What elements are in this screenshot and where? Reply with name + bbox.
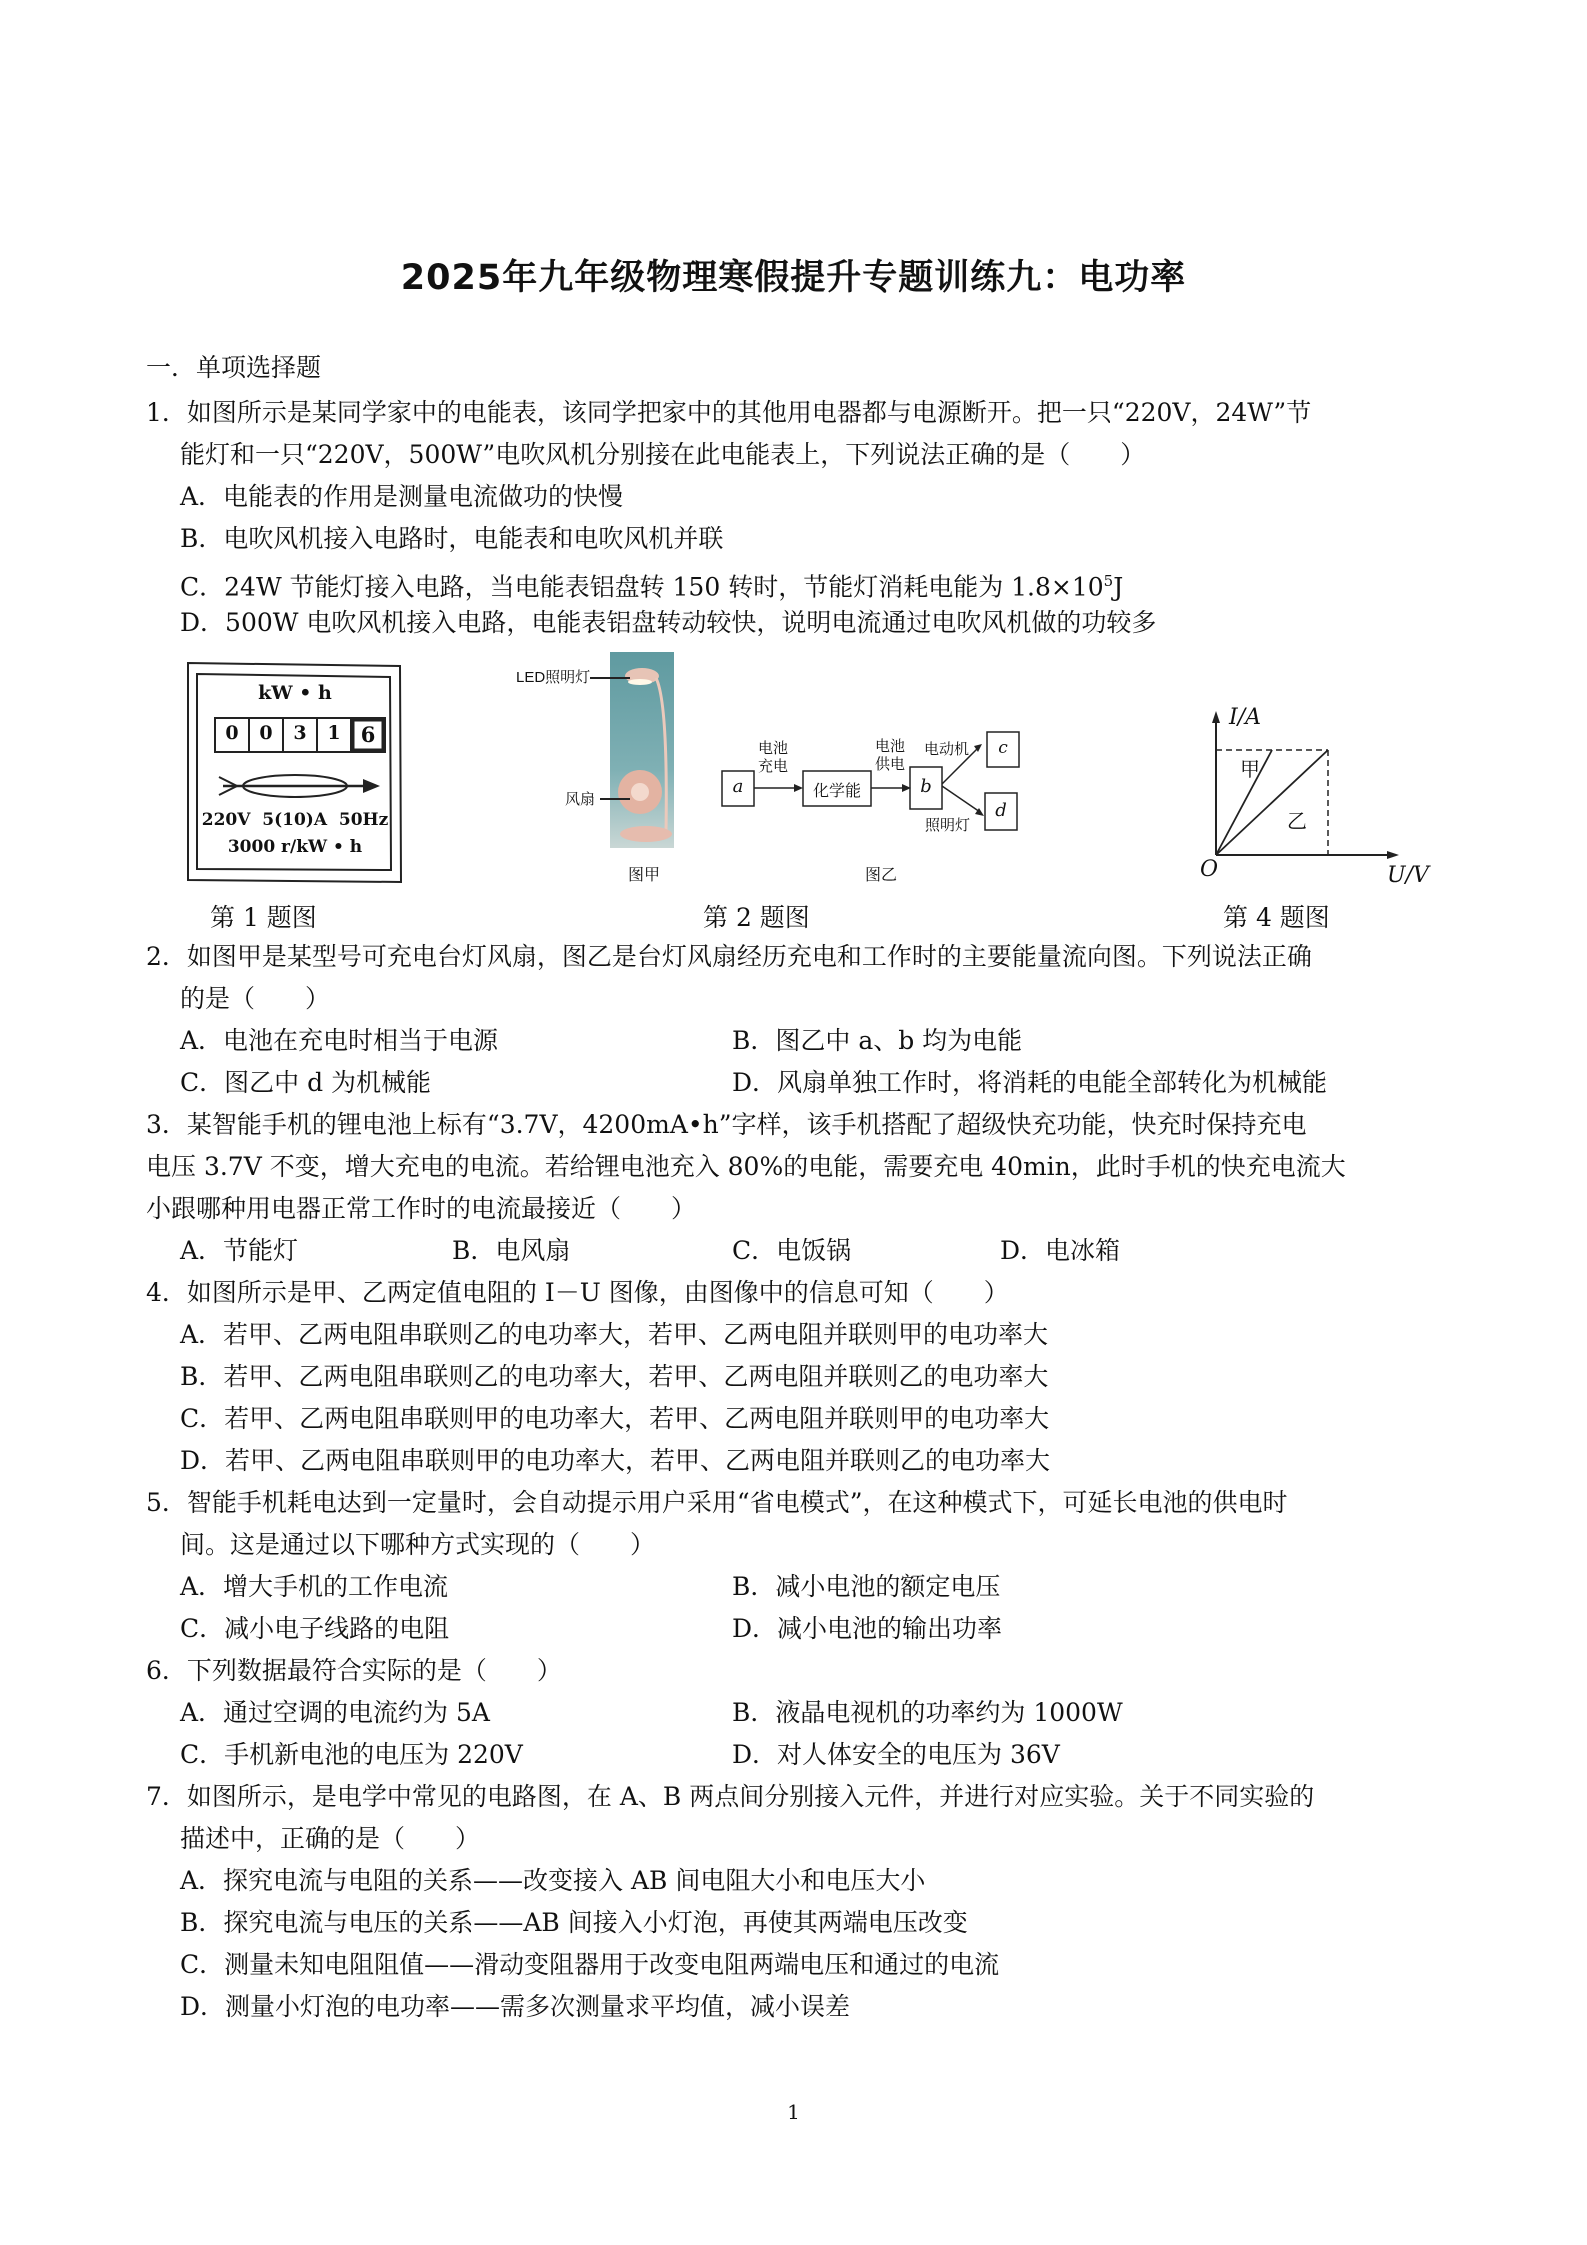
question-2-option-a: A．电池在充电时相当于电源 [180, 1026, 499, 1055]
led-lamp-label: LED照明灯 [516, 669, 591, 686]
question-7-option-d: D．测量小灯泡的电功率——需多次测量求平均值，减小误差 [180, 1992, 851, 2021]
lamp-label: 照明灯 [925, 817, 971, 834]
question-1-stem-line1: 1．如图所示是某同学家中的电能表，该同学把家中的其他用电器都与电源断开。把一只“220V，24W”节 [146, 398, 1312, 427]
figure-4-caption: 第 4 题图 [1223, 903, 1330, 932]
meter-spec-line2: 3000 r/kW • h [227, 837, 363, 857]
question-1-option-c: C．24W 节能灯接入电路，当电能表铝盘转 150 转时，节能灯消耗电能为 $1.8\times 10^5J$ [180, 572, 1124, 602]
sub-caption-jia: 图甲 [628, 867, 661, 884]
question-4-stem: 4．如图所示是甲、乙两定值电阻的 I－U 图像，由图像中的信息可知（ ） [146, 1278, 1009, 1307]
meter-digit-decimal: 6 [360, 722, 376, 747]
question-7-option-b: B．探究电流与电压的关系——AB 间接入小灯泡，再使其两端电压改变 [180, 1908, 968, 1937]
question-7-stem-line2: 描述中，正确的是（ ） [180, 1824, 481, 1853]
question-3-stem-line3: 小跟哪种用电器正常工作时的电流最接近（ ） [146, 1194, 697, 1223]
section-heading: 一．单项选择题 [146, 353, 322, 382]
motor-label: 电动机 [924, 741, 970, 758]
question-3-stem-line1: 3．某智能手机的锂电池上标有“3.7V，4200mA•h”字样，该手机搭配了超级快充功能，快充时保持充电 [146, 1110, 1307, 1139]
box-d-label: d [995, 800, 1007, 821]
question-3-option-a: A．节能灯 [180, 1236, 299, 1265]
line-jia-label: 甲 [1240, 759, 1260, 781]
box-chemical-energy: 化学能 [812, 783, 861, 800]
question-6-stem: 6．下列数据最符合实际的是（ ） [146, 1656, 562, 1685]
question-6-option-c: C．手机新电池的电压为 220V [180, 1740, 523, 1769]
question-1-option-d: D．500W 电吹风机接入电路，电能表铝盘转动较快，说明电流通过电吹风机做的功较多 [180, 608, 1157, 637]
question-4-option-d: D．若甲、乙两电阻串联则甲的电功率大，若甲、乙两电阻并联则乙的电功率大 [180, 1446, 1051, 1475]
question-6-option-d: D．对人体安全的电压为 36V [732, 1740, 1060, 1769]
energy-flow-diagram [510, 650, 1150, 890]
question-4-option-c: C．若甲、乙两电阻串联则甲的电功率大，若甲、乙两电阻并联则甲的电功率大 [180, 1404, 1050, 1433]
meter-digit: 1 [327, 722, 341, 744]
page-title: 2025年九年级物理寒假提升专题训练九：电功率 [400, 258, 1187, 298]
line-yi-label: 乙 [1287, 811, 1307, 833]
meter-unit-label: kW • h [258, 682, 332, 704]
question-4-option-b: B．若甲、乙两电阻串联则乙的电功率大，若甲、乙两电阻并联则乙的电功率大 [180, 1362, 1049, 1391]
question-7-stem-line1: 7．如图所示，是电学中常见的电路图，在 A、B 两点间分别接入元件，并进行对应实验。关于不同实验的 [146, 1782, 1315, 1811]
meter-digit: 3 [293, 722, 307, 744]
question-3-option-b: B．电风扇 [452, 1236, 571, 1265]
box-c-label: c [998, 738, 1008, 758]
question-1-stem-line2: 能灯和一只“220V，500W”电吹风机分别接在此电能表上，下列说法正确的是（ ） [180, 440, 1146, 469]
question-1-option-b: B．电吹风机接入电路时，电能表和电吹风机并联 [180, 524, 724, 553]
question-5-option-c: C．减小电子线路的电阻 [180, 1614, 450, 1643]
figure-4-iu-graph [1195, 705, 1460, 900]
question-7-option-a: A．探究电流与电阻的关系——改变接入 AB 间电阻大小和电压大小 [180, 1866, 926, 1895]
question-3-option-c: C．电饭锅 [732, 1236, 852, 1265]
figure-1-caption: 第 1 题图 [210, 903, 317, 932]
y-axis-label: I/A [1229, 705, 1261, 730]
box-a-label: a [732, 776, 744, 797]
origin-label: O [1200, 857, 1219, 882]
question-2-stem-line2: 的是（ ） [180, 984, 331, 1013]
question-2-option-b: B．图乙中 a、b 均为电能 [732, 1026, 1023, 1055]
question-4-option-a: A．若甲、乙两电阻串联则乙的电功率大，若甲、乙两电阻并联则甲的电功率大 [180, 1320, 1049, 1349]
question-3-stem-line2: 电压 3.7V 不变，增大充电的电流。若给锂电池充入 80%的电能，需要充电 40min，此时手机的快充电流大 [146, 1152, 1346, 1181]
question-5-stem-line2: 间。这是通过以下哪种方式实现的（ ） [180, 1530, 656, 1559]
fan-label: 风扇 [565, 791, 596, 808]
x-axis-label: U/V [1387, 863, 1429, 888]
question-5-option-b: B．减小电池的额定电压 [732, 1572, 1001, 1601]
question-6-option-a: A．通过空调的电流约为 5A [180, 1698, 490, 1727]
meter-digit: 0 [225, 722, 239, 744]
figure-2 [510, 650, 1150, 890]
question-5-option-d: D．减小电池的输出功率 [732, 1614, 1003, 1643]
meter-digit: 0 [259, 722, 273, 744]
question-5-stem-line1: 5．智能手机耗电达到一定量时，会自动提示用户采用“省电模式”，在这种模式下，可延长电池的供电时 [146, 1488, 1288, 1517]
question-5-option-a: A．增大手机的工作电流 [180, 1572, 449, 1601]
question-2-option-c: C．图乙中 d 为机械能 [180, 1068, 432, 1097]
question-3-option-d: D．电冰箱 [1000, 1236, 1121, 1265]
page-number: 1 [787, 2100, 800, 2124]
box-b-label: b [920, 776, 932, 797]
question-6-option-b: B．液晶电视机的功率约为 1000W [732, 1698, 1123, 1727]
meter-spec-line1: 220V 5(10)A 50Hz [201, 810, 389, 830]
sub-caption-yi: 图乙 [865, 867, 898, 884]
figure-1-electric-meter [185, 660, 405, 885]
question-7-option-c: C．测量未知电阻阻值——滑动变阻器用于改变电阻两端电压和通过的电流 [180, 1950, 1000, 1979]
arrow-battery-supply-label: 电池 供电 [875, 738, 906, 773]
question-2-option-d: D．风扇单独工作时，将消耗的电能全部转化为机械能 [732, 1068, 1328, 1097]
question-1-option-a: A．电能表的作用是测量电流做功的快慢 [180, 482, 624, 511]
arrow-battery-charging-label: 电池 充电 [758, 740, 789, 775]
figure-2-caption: 第 2 题图 [703, 903, 810, 932]
question-2-stem-line1: 2．如图甲是某型号可充电台灯风扇，图乙是台灯风扇经历充电和工作时的主要能量流向图。下列说法正确 [146, 942, 1312, 971]
